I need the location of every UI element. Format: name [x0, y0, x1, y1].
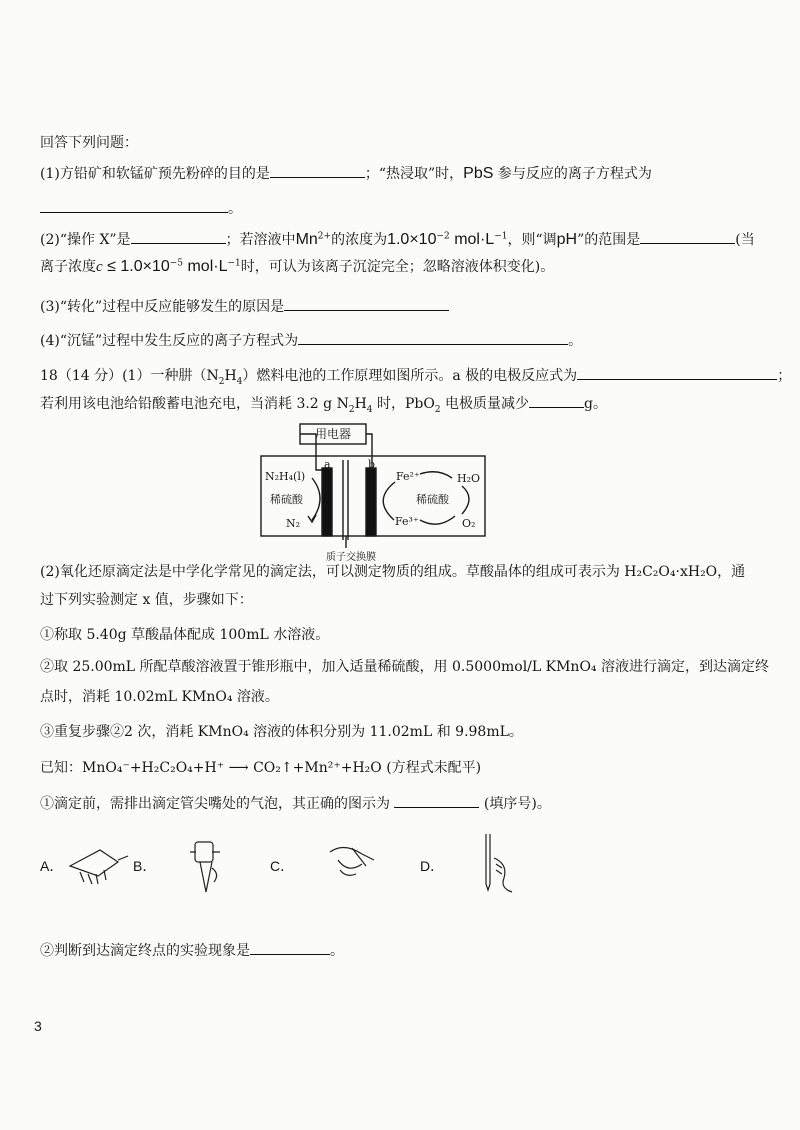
electrode-a-label: a: [324, 458, 331, 471]
part2-line-2: 过下列实验测定 x 值，步骤如下：: [40, 592, 253, 608]
membrane-label: 质子交换膜: [326, 552, 376, 563]
q1-text-c: 参与反应的离子方程式为: [497, 166, 652, 182]
q18-text-b4: 电极质量减少: [440, 396, 530, 412]
q18-text-a: 18（14 分）(1）一种肼（N: [40, 368, 219, 384]
sub-q2-text: ②判断到达滴定终点的实验现象是: [40, 943, 250, 959]
page-number: 3: [34, 1018, 42, 1034]
device-label: 用电器: [314, 427, 352, 441]
right-o2-label: O₂: [462, 517, 476, 530]
q2-cond-unit-exp: −1: [227, 258, 241, 269]
q18-sub-2: 4: [236, 376, 243, 387]
q2-line2-b: 时，可认为该离子沉淀完全；忽略溶液体积变化)。: [240, 259, 555, 275]
intro-text: 回答下列问题：: [40, 135, 138, 151]
left-bot-label: N₂: [286, 517, 301, 530]
sub-q1-hint: (填序号)。: [483, 796, 551, 812]
right-arrow-left: [383, 482, 395, 520]
q18-sub-1: 2: [218, 376, 225, 387]
q1-text-a: (1)方铅矿和软锰矿预先粉碎的目的是: [40, 166, 270, 182]
electrode-a: [322, 468, 332, 536]
q2-text-b: ；若溶液中: [225, 232, 296, 248]
option-d-drawing: [486, 834, 512, 892]
electrode-b-label: b: [368, 458, 376, 471]
q18-b-end: g。: [584, 396, 607, 412]
option-a-drawing: [70, 850, 128, 884]
q18-text-b2: H: [354, 396, 367, 412]
left-arrow-head: [308, 515, 316, 522]
q4-text: (4)“沉锰”过程中发生反应的离子方程式为: [40, 333, 299, 349]
q2-text-d: ，则“调: [507, 232, 557, 248]
sub-q1-blank[interactable]: [394, 793, 479, 808]
q2-text-f: (当: [735, 232, 755, 248]
q2-cond-exp: −5: [169, 258, 184, 269]
right-arrow-top: [420, 472, 452, 478]
q2-mn-charge: 2+: [317, 231, 332, 242]
q2-mn: Mn: [295, 231, 318, 248]
q18-text-b: 若利用该电池给铅酸蓄电池充电，当消耗 3.2 g N: [40, 396, 349, 412]
q2-c-var: c: [96, 259, 103, 275]
q2-conc: 1.0×10: [387, 231, 437, 248]
left-top-label: N₂H₄(l): [265, 470, 306, 483]
step-1: ①称取 5.40g 草酸晶体配成 100mL 水溶液。: [40, 627, 330, 643]
q2-ph: pH: [556, 231, 578, 248]
q18-sub-3: 2: [348, 404, 355, 415]
q1-end: 。: [228, 201, 242, 217]
q1-pbs: PbS: [463, 165, 494, 182]
right-fe-top-label: Fe²⁺: [396, 470, 420, 483]
electrode-b: [366, 468, 376, 536]
option-a-label[interactable]: A．: [40, 858, 64, 874]
step-3: ③重复步骤②2 次，消耗 KMnO₄ 溶液的体积分别为 11.02mL 和 9.98mL。: [40, 724, 523, 740]
q18-text-a3: ）燃料电池的工作原理如图所示。a 极的电极反应式为: [242, 368, 578, 384]
left-arrow: [312, 478, 320, 520]
q4-end: 。: [568, 333, 583, 349]
known-equation: 已知：MnO₄⁻+H₂C₂O₄+H⁺ ⟶ CO₂↑+Mn²⁺+H₂O (方程式未配平): [40, 760, 482, 776]
step-2-line-2: 点时，消耗 10.02mL KMnO₄ 溶液。: [40, 689, 279, 705]
q2-unit: mol·L: [449, 231, 495, 248]
step-2-line-1: ②取 25.00mL 所配草酸溶液置于锥形瓶中，加入适量稀硫酸，用 0.5000mol/L KMnO₄ 溶液进行滴定，到达滴定终: [40, 659, 769, 675]
option-b-label[interactable]: B．: [133, 858, 157, 874]
right-arrow-o2: [462, 486, 469, 514]
q18-text-b3: 时，PbO: [372, 396, 435, 412]
q18-a-end: ；: [777, 368, 792, 384]
fuel-cell-diagram: [261, 424, 485, 563]
q1-text-b: ；“热浸取”时，: [364, 166, 464, 182]
option-c-label[interactable]: C．: [270, 858, 295, 874]
sub-q2-end: 。: [330, 943, 344, 959]
sub-q2-blank[interactable]: [250, 940, 330, 955]
q2-line2-a: 离子浓度: [40, 259, 96, 275]
q18-text-a2: H: [224, 368, 237, 384]
right-mid-label: 稀硫酸: [416, 493, 449, 506]
sub-q1-text: ①滴定前，需排出滴定管尖嘴处的气泡，其正确的图示为: [40, 796, 390, 812]
left-mid-label: 稀硫酸: [270, 493, 303, 506]
q2-cond-unit: mol·L: [183, 258, 228, 275]
sub-question-1: [40, 793, 551, 814]
q18-sub-5: 2: [434, 404, 441, 415]
q3-text: (3)“转化”过程中反应能够发生的原因是: [40, 299, 285, 315]
sub-question-2: [40, 940, 344, 961]
option-d-label[interactable]: D．: [420, 858, 445, 874]
q2-cond: ≤ 1.0×10: [102, 258, 170, 275]
q18-sub-4: 4: [366, 404, 373, 415]
right-h2o-label: H₂O: [457, 472, 481, 485]
q2-text-e: ”的范围是: [577, 232, 641, 248]
right-arrow-bottom: [420, 516, 455, 524]
option-b-drawing: [190, 842, 220, 892]
right-fe-bot-label: Fe³⁺: [395, 515, 419, 528]
q2-text-a: (2)“操作 X”是: [40, 232, 131, 248]
q2-text-c: 的浓度为: [331, 232, 388, 248]
q2-unit-exp: −1: [494, 231, 508, 242]
part2-line-1: (2)氧化还原滴定法是中学化学常见的滴定法，可以测定物质的组成。草酸晶体的组成可表示为 H₂C₂O₄·xH₂O，通: [40, 564, 746, 580]
q2-conc-exp: −2: [436, 231, 450, 242]
option-c-drawing: [330, 847, 374, 875]
